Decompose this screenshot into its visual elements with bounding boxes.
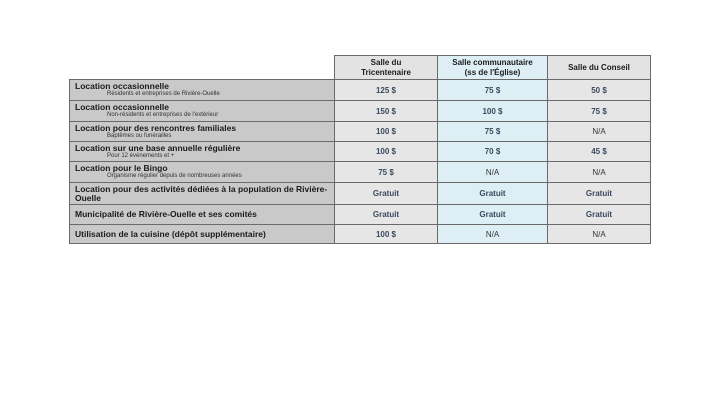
corner-cell [70,56,335,80]
price-cell: 75 $ [335,162,438,183]
price-cell: 100 $ [335,122,438,142]
price-cell: Gratuit [335,205,438,225]
pricing-table [69,55,651,244]
price-cell: 100 $ [438,101,548,122]
price-cell: N/A [438,225,548,244]
row-label: Utilisation de la cuisine (dépôt supplémentaire) [70,225,335,244]
row-label: Municipalité de Rivière-Ouelle et ses comités [70,205,335,225]
price-cell: 75 $ [548,101,651,122]
price-cell: Gratuit [438,205,548,225]
row-label: Location occasionnelle Non-résidents et entreprises de l'extérieur [70,101,335,122]
price-cell: 70 $ [438,142,548,162]
price-cell: N/A [548,162,651,183]
row-label: Location sur une base annuelle régulière Pour 12 événements et + [70,142,335,162]
price-cell: 45 $ [548,142,651,162]
column-header-tricentenaire: Salle du Tricentenaire [335,56,438,80]
price-cell: 150 $ [335,101,438,122]
table-row [70,122,651,142]
price-cell: N/A [438,162,548,183]
table-row [70,142,651,162]
row-label: Location occasionnelle Résidents et entreprises de Rivière-Ouelle [70,80,335,101]
table-row [70,225,651,244]
price-cell: 75 $ [438,80,548,101]
column-header-communautaire: Salle communautaire (ss de l'Église) [438,56,548,80]
table-row [70,80,651,101]
table-row [70,162,651,183]
price-cell: 100 $ [335,225,438,244]
table-row [70,205,651,225]
price-cell: Gratuit [548,183,651,205]
price-cell: Gratuit [438,183,548,205]
header-row [70,56,651,80]
price-cell: N/A [548,225,651,244]
price-cell: 125 $ [335,80,438,101]
price-cell: 100 $ [335,142,438,162]
price-cell: N/A [548,122,651,142]
row-label: Location pour des activités dédiées à la population de Rivière-Ouelle [70,183,335,205]
row-label: Location pour des rencontres familiales Baptêmes ou funérailles [70,122,335,142]
column-header-conseil: Salle du Conseil [548,56,651,80]
table-row [70,101,651,122]
table-row [70,183,651,205]
price-cell: 50 $ [548,80,651,101]
row-label: Location pour le Bingo Organisme régulier depuis de nombreuses années [70,162,335,183]
price-cell: Gratuit [335,183,438,205]
price-cell: Gratuit [548,205,651,225]
price-cell: 75 $ [438,122,548,142]
